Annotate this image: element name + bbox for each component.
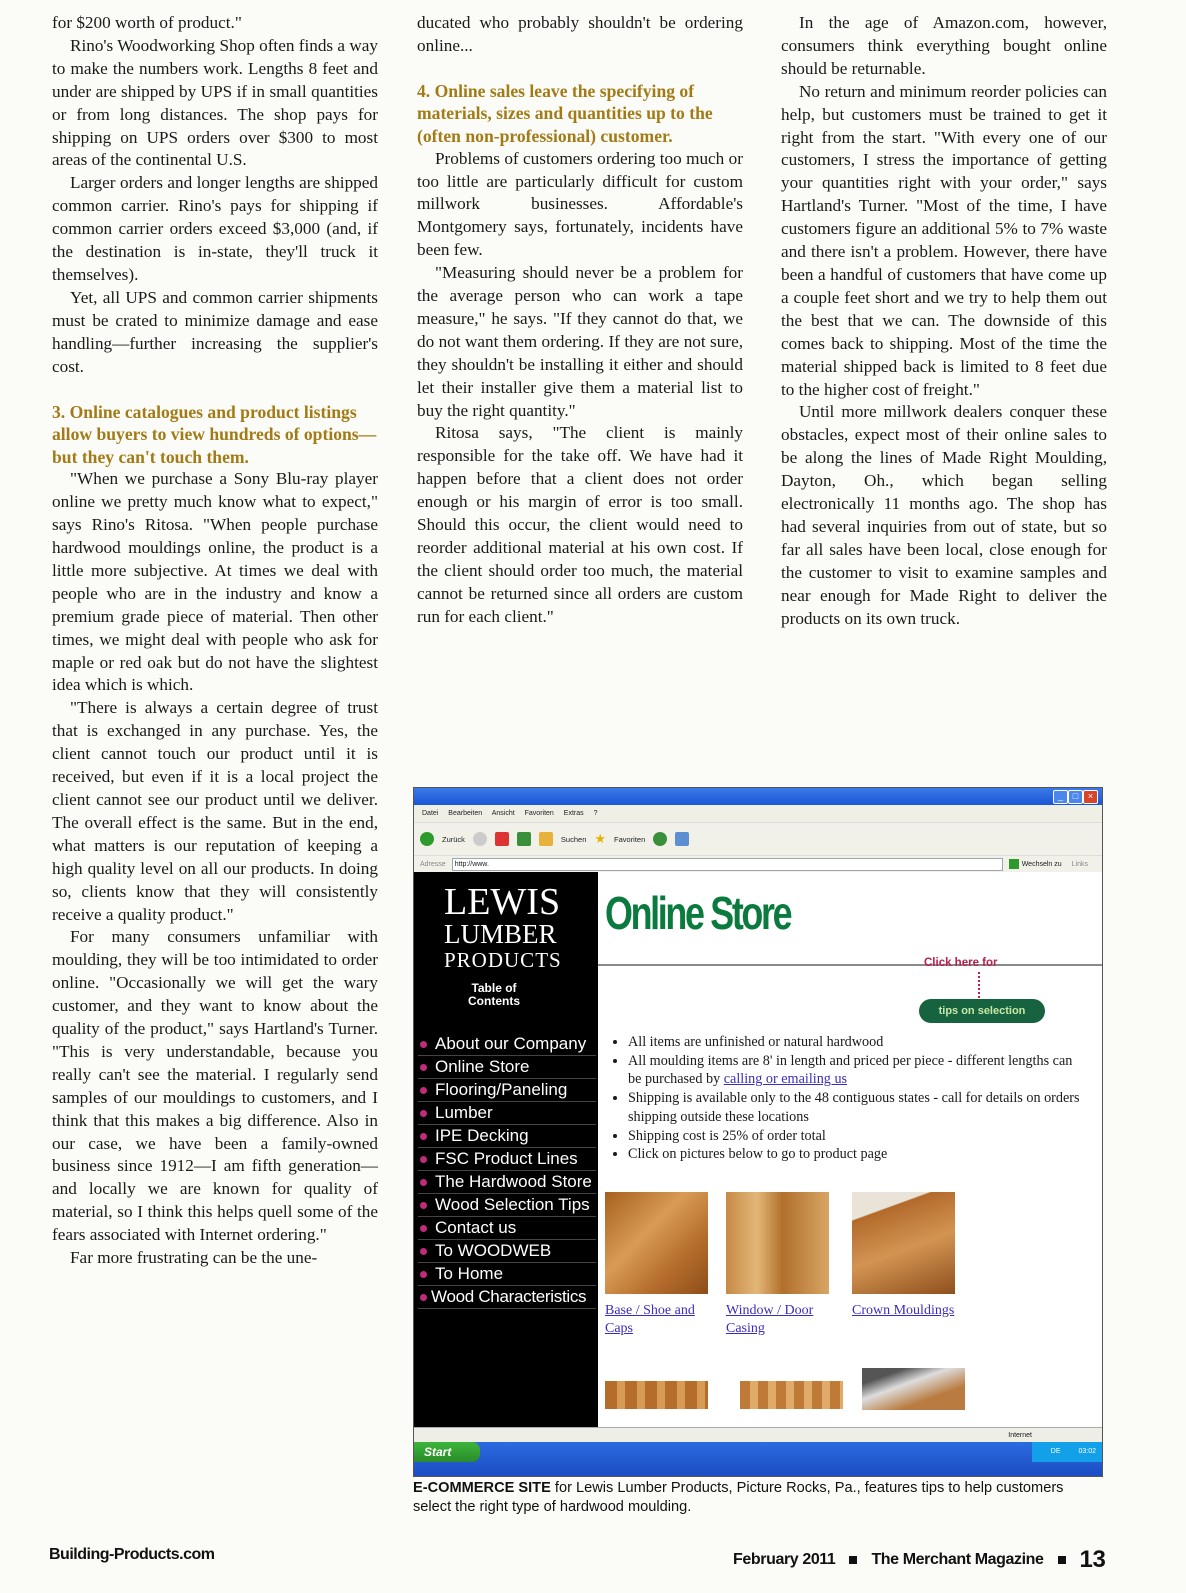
paragraph: Yet, all UPS and common carrier shipments must be crated to minimize damage and ease handling—further increasing the supplier's cost. (52, 287, 378, 376)
section-heading-4: 4. Online sales leave the specifying of materials, sizes and quantities up to the (often non-professional) customer. (417, 80, 713, 146)
list-item: • Click on pictures below to go to product page (628, 1145, 1088, 1164)
bullet-icon (420, 1110, 427, 1117)
nav-label: IPE Decking (435, 1126, 529, 1145)
nav-item-contact[interactable] (418, 1217, 596, 1240)
bullet-icon (420, 1179, 427, 1186)
paragraph: No return and minimum reorder policies can help, but customers must be trained to get it right from the start. "With every one of our customers, I stress the importance of getting your quantities right with your order," says Hartland's Turner. "Most of the time, I have customers figure an additional 5% to 7% waste and there isn't a problem. However, there have been a handful of customers that have come up a couple feet short and we try to help them out the best that we can. The downside of this comes back to shipping. Most of the time the material shipped back is limited to 8 feet due to the higher cost of freight." (781, 81, 1107, 399)
page-number: 13 (1079, 1546, 1106, 1573)
crown-mouldings-link[interactable]: Crown Mouldings (852, 1303, 955, 1318)
site-sidebar (414, 872, 598, 1427)
click-here-label[interactable]: Click here for (924, 957, 998, 969)
bullet-icon (420, 1225, 427, 1232)
footer-magazine: The Merchant Magazine (871, 1551, 1044, 1569)
nav-label: FSC Product Lines (435, 1149, 578, 1168)
go-arrow-icon[interactable] (1009, 859, 1019, 869)
go-button[interactable]: Wechseln zu (1021, 860, 1062, 868)
back-arrow-icon[interactable] (420, 832, 434, 846)
nav-label: Wood Characteristics (431, 1287, 587, 1306)
product-image[interactable] (740, 1381, 843, 1409)
browser-statusbar (414, 1427, 1102, 1443)
list-item: • Shipping cost is 25% of order total (628, 1127, 1088, 1146)
website-screenshot (413, 787, 1103, 1477)
links-label[interactable]: Links (1071, 860, 1088, 868)
caption-lead: E-COMMERCE SITE (413, 1480, 551, 1496)
nav-item-wood-characteristics[interactable] (418, 1286, 596, 1309)
menu-item[interactable]: ? (593, 810, 598, 817)
window-casing-link[interactable]: Window / Door Casing (726, 1303, 814, 1336)
menu-item[interactable]: Bearbeiten (448, 810, 483, 817)
footer-date: February 2011 (733, 1551, 836, 1569)
refresh-icon[interactable] (517, 832, 531, 846)
paragraph: ducated who probably shouldn't be ordering online... (417, 13, 743, 55)
column-2 (417, 12, 743, 629)
toc-line-2: Contents (468, 994, 520, 1008)
nav-item-home[interactable] (418, 1263, 596, 1286)
menu-item[interactable]: Datei (422, 810, 439, 817)
footer-info (733, 1546, 1105, 1574)
brand-line-1: LEWIS (444, 881, 561, 923)
stop-icon[interactable] (495, 832, 509, 846)
nav-item-fsc[interactable] (418, 1148, 596, 1171)
section-heading-3: 3. Online catalogues and product listings allow buyers to view hundreds of options—but they can't touch them. (52, 401, 377, 467)
nav-item-online-store[interactable] (418, 1056, 596, 1079)
address-input[interactable]: http://www. (452, 858, 1003, 871)
mail-icon[interactable] (675, 832, 689, 846)
nav-item-ipe-decking[interactable] (418, 1125, 596, 1148)
browser-menubar (414, 805, 1102, 823)
status-zone: Internet (1008, 1432, 1032, 1439)
window-casing-image[interactable] (726, 1192, 829, 1294)
paragraph: Ritosa says, "The client is mainly responsible for the take off. We have had it happen before that a client does not order enough or his margin of error is too small. Should this occur, the client would need to reorder additional material at his own cost. If the client should order too much, the material cannot be returned since all orders are custom run for each client." (417, 423, 743, 626)
favorites-button[interactable]: Favoriten (614, 834, 646, 844)
start-button[interactable]: Start (414, 1442, 480, 1462)
history-icon[interactable] (653, 832, 667, 846)
page-content (414, 872, 1102, 1427)
window-titlebar (414, 788, 1102, 805)
table-of-contents-heading (468, 982, 520, 1008)
address-label: Adresse (420, 860, 446, 868)
figure-caption (413, 1479, 1103, 1516)
caption-text: for Lewis Lumber Products, Picture Rocks, Pa., features tips to help customers select the right type of hardwood moulding. (413, 1480, 1064, 1515)
search-button[interactable]: Suchen (560, 834, 587, 844)
column-1 (52, 12, 378, 1270)
bullet-icon (420, 1041, 427, 1048)
separator-square (849, 1556, 857, 1564)
paragraph: Problems of customers ordering too much or too little are particularly difficult for custom millwork businesses. Affordable's Montgomery says, fortunately, incidents have been few. (417, 148, 743, 260)
browser-toolbar (414, 823, 1102, 855)
paragraph: Larger orders and longer lengths are shipped common carrier. Rino's pays for shipping if common carrier orders exceed $3,000 (and, if the destination is in-state, they'll truck it themselves). (52, 173, 378, 284)
favorites-star-icon[interactable]: ★ (594, 831, 607, 846)
product-image[interactable] (605, 1381, 708, 1409)
bullet-icon (420, 1271, 427, 1278)
nav-item-lumber[interactable] (418, 1102, 596, 1125)
list-item: • All items are unfinished or natural hardwood (628, 1033, 1088, 1052)
nav-label: Lumber (435, 1103, 493, 1122)
column-3 (781, 12, 1107, 630)
dotted-connector (978, 972, 982, 998)
store-info-list (610, 1033, 1088, 1164)
paragraph: Far more frustrating can be the une- (70, 1248, 318, 1268)
back-button[interactable]: Zurück (442, 834, 465, 844)
nav-label: Flooring/Paneling (435, 1080, 568, 1099)
bullet-icon (420, 1202, 427, 1209)
nav-label: Online Store (435, 1057, 530, 1076)
bullet-icon (420, 1156, 427, 1163)
bullet-icon (420, 1087, 427, 1094)
site-nav (418, 1033, 596, 1309)
bullet-icon (420, 1294, 427, 1301)
footer-website: Building-Products.com (49, 1546, 215, 1563)
paragraph: for $200 worth of product." (52, 13, 242, 32)
close-icon[interactable]: × (1083, 790, 1098, 804)
taskbar (414, 1442, 1102, 1476)
paragraph: "Measuring should never be a problem for the average person who can work a tape measure," he says. "If they cannot do that, we do not want them ordering. If they are not sure, they shouldn't be installing it either and should let their installer give them a material list to buy the right quantity." (417, 263, 743, 420)
nav-item-wood-selection[interactable] (418, 1194, 596, 1217)
menu-item[interactable]: Extras (563, 810, 584, 817)
divider (598, 964, 1102, 966)
site-logo[interactable] (444, 881, 562, 972)
nav-label: Wood Selection Tips (435, 1195, 590, 1214)
nav-item-woodweb[interactable] (418, 1240, 596, 1263)
nav-item-hardwood-store[interactable] (418, 1171, 596, 1194)
list-item: • Shipping is available only to the 48 contiguous states - call for details on orders shipping outside these locations (628, 1089, 1088, 1126)
bullet-icon (420, 1133, 427, 1140)
language-indicator[interactable]: DE (1050, 1448, 1061, 1455)
address-bar (414, 855, 1102, 873)
system-tray (1032, 1442, 1102, 1462)
clock: 03:02 (1078, 1448, 1096, 1455)
paragraph: "When we purchase a Sony Blu-ray player online we pretty much know what to expect," says Rino's Ritosa. "When people purchase hardwood mouldings online, the product is a little more subjective. At times we deal with people who are in the industry and know a premium grade piece of material. Then other times, we might deal with people who ask for maple or red oak but do not have the slightest idea which is which. (52, 469, 378, 695)
base-shoe-image[interactable] (605, 1192, 708, 1294)
contact-link[interactable]: calling or emailing us (723, 1071, 848, 1088)
bullet-icon (420, 1248, 427, 1255)
paragraph: "There is always a certain degree of trust that is exchanged in any purchase. Yes, the client cannot touch our product until it is received, but even if it is a local project the client cannot see our product until we deliver. The overall effect is the same. But in the end, what matters is our reputation of keeping a high quality level on all our products. In doing so, clients know that they will consistently receive a quality product." (52, 698, 378, 924)
product-image[interactable] (862, 1368, 965, 1410)
nav-label: The Hardwood Store (435, 1172, 592, 1191)
page-title: Online Store (605, 887, 791, 939)
nav-label: Contact us (435, 1218, 517, 1237)
nav-label: To WOODWEB (435, 1241, 552, 1260)
paragraph: Until more millwork dealers conquer these obstacles, expect most of their online sales to be along the lines of Made Right Moulding, Dayton, Oh., which began selling electronically 11 months ago. The shop has had several inquiries from out of state, but so far all sales have been local, close enough for the customer to visit to examine samples and near enough for Made Right to deliver the products on its own truck. (781, 402, 1107, 628)
crown-moulding-image[interactable] (852, 1192, 955, 1294)
forward-arrow-icon[interactable] (473, 832, 487, 846)
brand-line-2: LUMBER (444, 919, 557, 949)
paragraph: Rino's Woodworking Shop often finds a way to make the numbers work. Lengths 8 feet and under are shipped by UPS if in small quantities or from long distances. The shop pays for shipping on UPS orders over $300 to most areas of the continental U.S. (52, 35, 378, 170)
bullet-icon (420, 1064, 427, 1071)
paragraph: In the age of Amazon.com, however, consumers think everything bought online should be returnable. (781, 13, 1107, 78)
nav-label: About our Company (435, 1034, 587, 1053)
nav-label: To Home (435, 1264, 504, 1283)
home-icon[interactable] (539, 832, 553, 846)
menu-item[interactable]: Ansicht (491, 810, 515, 817)
nav-item-flooring[interactable] (418, 1079, 596, 1102)
toc-line-1: Table of (471, 981, 517, 995)
list-item (628, 1052, 1088, 1089)
separator-square (1058, 1556, 1066, 1564)
nav-item-about[interactable] (418, 1033, 596, 1056)
maximize-icon[interactable]: □ (1068, 790, 1083, 804)
brand-line-3: PRODUCTS (444, 948, 562, 972)
list-text: All moulding items are 8' in length and priced per piece - different lengths can be purchased by (628, 1052, 1073, 1088)
minimize-icon[interactable]: _ (1053, 790, 1068, 804)
paragraph: For many consumers unfamiliar with moulding, they will be too intimidated to order online. "Occasionally we will get the wary customer, and they want to know about the quality of the product," says Hartland's Turner. "This is very understandable, because you really can't see the material. I regularly send samples of our mouldings to customers, and I think that this makes a big difference. Also in our case, we have been a family-owned business since 1912—I am fifth generation—and locally we are known for quality of material, so I think this helps quell some of the fears associated with Internet ordering." (52, 927, 378, 1245)
menu-item[interactable]: Favoriten (524, 810, 554, 817)
tips-button[interactable]: tips on selection (919, 999, 1045, 1023)
base-shoe-link[interactable]: Base / Shoe and Caps (605, 1303, 695, 1336)
